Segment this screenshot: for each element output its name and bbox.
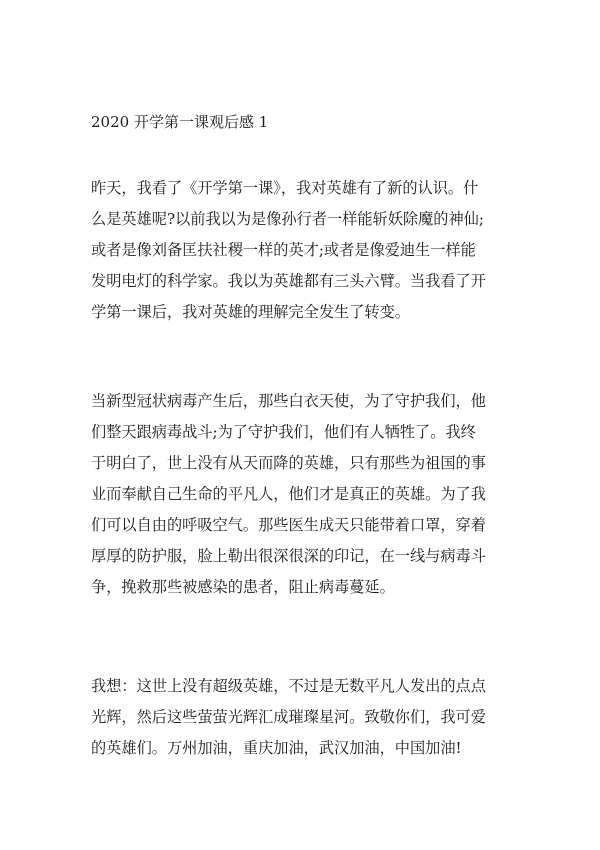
- paragraph-line: 昨天，我看了《开学第一课》，我对英雄有了新的认识。什: [91, 179, 479, 197]
- document-title: 2020 开学第一课观后感 1: [91, 113, 269, 131]
- paragraph-line: 当新型冠状病毒产生后，那些白衣天使，为了守护我们，他: [91, 392, 486, 410]
- paragraph-line: 或者是像刘备匡扶社稷一样的英才;或者是像爱迪生一样能: [91, 241, 476, 259]
- paragraph-3: [91, 671, 521, 764]
- paragraph-line: 光辉，然后这些萤萤光辉汇成璀璨星河。致敬你们，我可爱: [91, 708, 486, 726]
- paragraph-line: 们可以自由的呼吸空气。那些医生成天只能带着口罩，穿着: [91, 516, 486, 534]
- paragraph-1: [91, 173, 521, 328]
- paragraph-line: 学第一课后，我对英雄的理解完全发生了转变。: [91, 303, 410, 321]
- paragraph-line: 于明白了，世上没有从天而降的英雄，只有那些为祖国的事: [91, 454, 486, 472]
- paragraph-2: [91, 386, 521, 603]
- paragraph-line: 厚厚的防护服，脸上勒出很深很深的印记，在一线与病毒斗: [91, 547, 486, 565]
- paragraph-line: 么是英雄呢?以前我以为是像孙行者一样能斩妖除魔的神仙;: [91, 210, 484, 228]
- paragraph-line: 发明电灯的科学家。我以为英雄都有三头六臂。当我看了开: [91, 272, 486, 290]
- paragraph-line: 们整天跟病毒战斗;为了守护我们，他们有人牺牲了。我终: [91, 423, 476, 441]
- paragraph-line: 业而奉献自己生命的平凡人，他们才是真正的英雄。为了我: [91, 485, 486, 503]
- paragraph-line: 争，挽救那些被感染的患者，阻止病毒蔓延。: [91, 578, 395, 596]
- paragraph-line: 的英雄们。万州加油，重庆加油，武汉加油，中国加油!: [91, 739, 462, 757]
- paragraph-line: 我想：这世上没有超级英雄，不过是无数平凡人发出的点点: [91, 677, 486, 695]
